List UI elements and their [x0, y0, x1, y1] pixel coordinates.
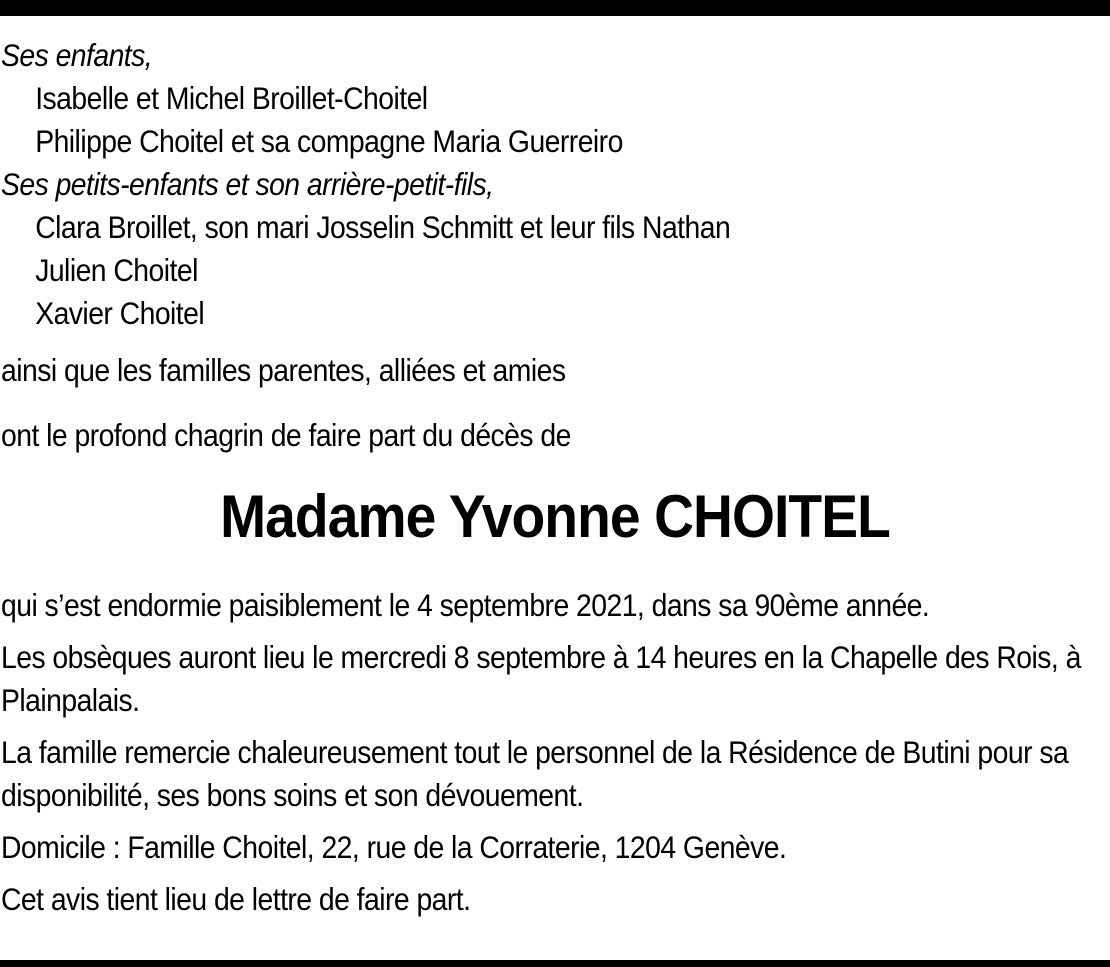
thanks-paragraph: La famille remercie chaleureusement tout le personnel de la Résidence de Butini pour sa disponibilité, ses bons soins et son dévouement. — [1, 734, 1069, 813]
families-line: ainsi que les familles parentes, alliées et amies — [1, 352, 566, 388]
grandchild-line: Xavier Choitel — [35, 295, 205, 331]
children-heading: Ses enfants, — [1, 37, 153, 73]
passing-paragraph: qui s’est endormie paisiblement le 4 septembre 2021, dans sa 90ème année. — [1, 587, 930, 623]
details-section — [1, 584, 1108, 930]
grandchildren-heading: Ses petits-enfants et son arrière-petit-fils, — [1, 166, 494, 202]
funeral-paragraph: Les obsèques auront lieu le mercredi 8 septembre à 14 heures en la Chapelle des Rois, à Plainpalais. — [1, 639, 1081, 718]
child-line: Isabelle et Michel Broillet-Choitel — [35, 80, 428, 116]
announcement-line: ont le profond chagrin de faire part du décès de — [1, 417, 571, 453]
bottom-border-rule — [0, 960, 1110, 967]
top-border-rule — [0, 0, 1110, 16]
mourners-section — [1, 34, 998, 457]
deceased-name: Madame Yvonne CHOITEL — [220, 483, 890, 550]
grandchild-line: Julien Choitel — [35, 252, 198, 288]
domicile-paragraph: Domicile : Famille Choitel, 22, rue de la Corraterie, 1204 Genève. — [1, 829, 787, 865]
notice-paragraph: Cet avis tient lieu de lettre de faire part. — [1, 881, 471, 917]
grandchild-line: Clara Broillet, son mari Josselin Schmitt et leur fils Nathan — [35, 209, 731, 245]
child-line: Philippe Choitel et sa compagne Maria Guerreiro — [35, 123, 623, 159]
